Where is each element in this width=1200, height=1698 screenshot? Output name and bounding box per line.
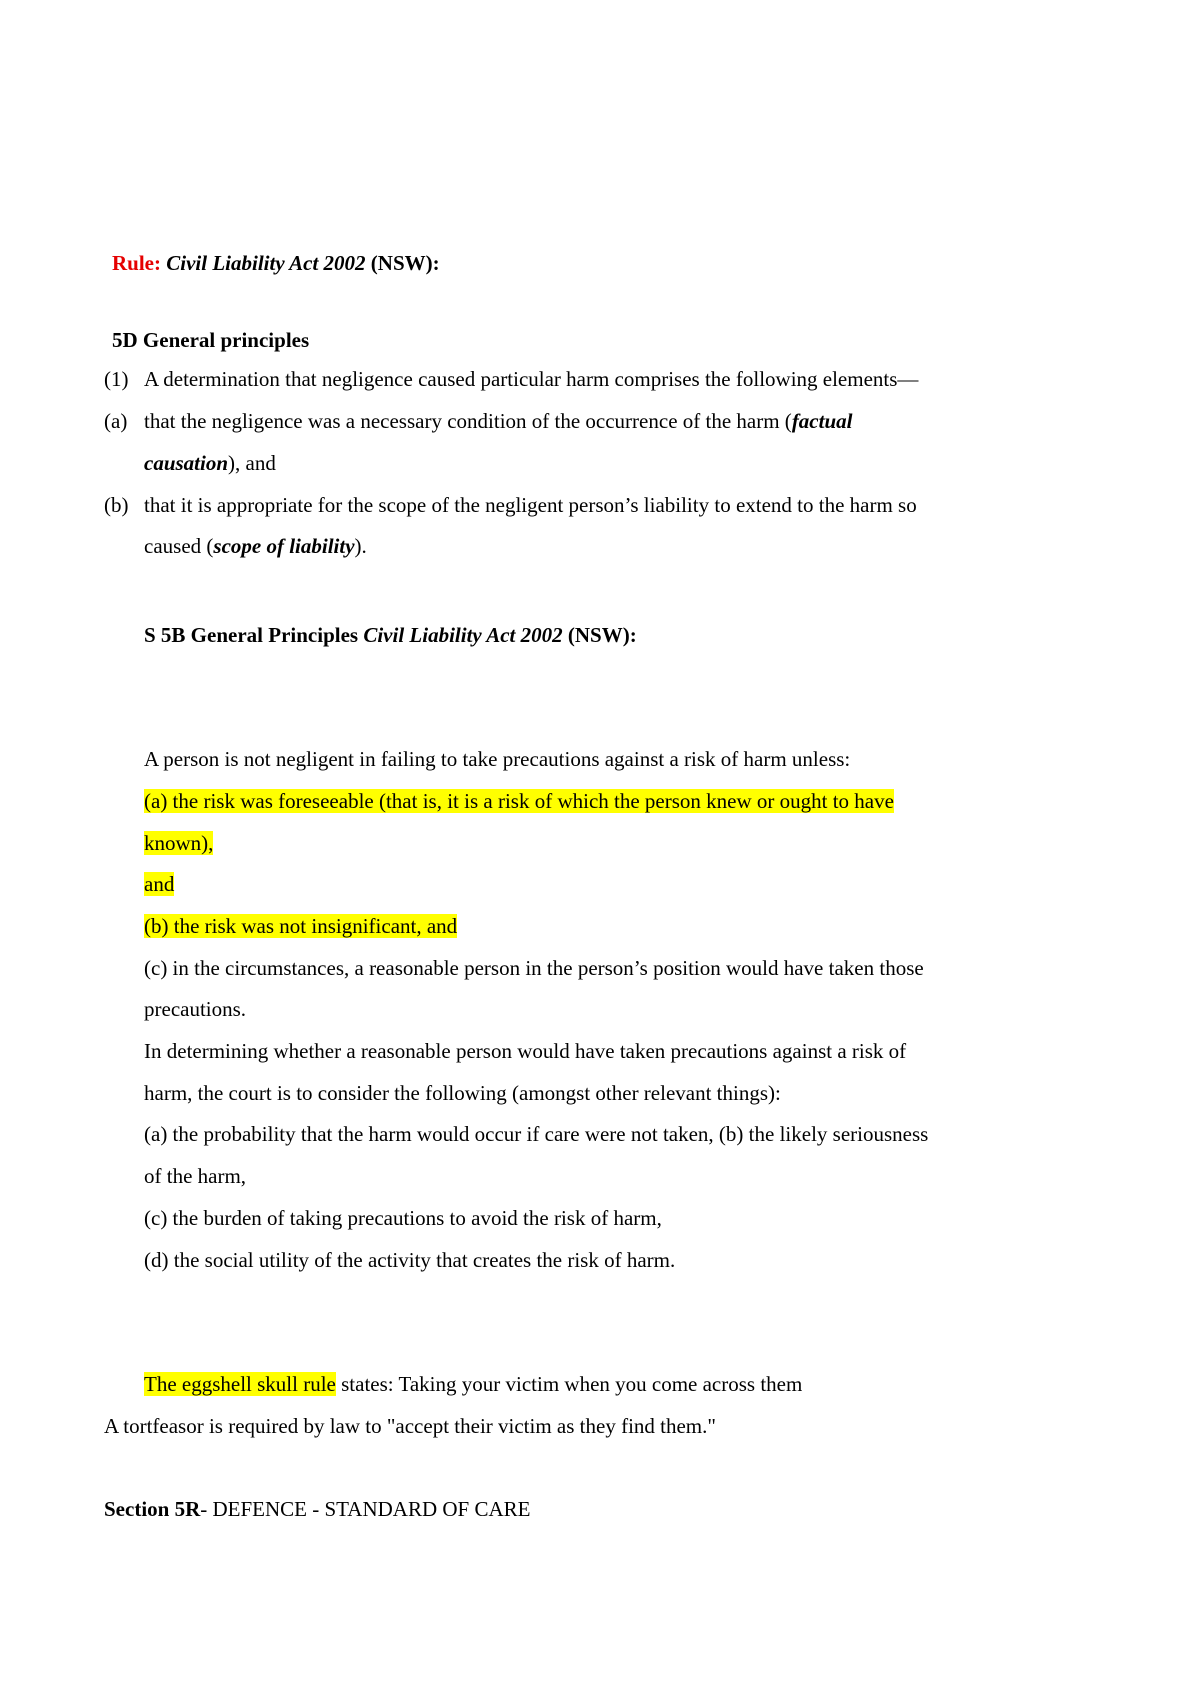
highlighted-text: and — [144, 872, 175, 896]
section-5d-item-a-cont — [144, 450, 276, 476]
defined-term: causation — [144, 451, 229, 475]
section-5d-item-a — [104, 408, 852, 434]
s5b-determining-line2: harm, the court is to consider the following (amongst other relevant things): — [144, 1081, 781, 1105]
item-text: A determination that negligence caused particular harm comprises the following elements— — [144, 367, 919, 391]
rule-jurisdiction: (NSW): — [370, 251, 440, 275]
defined-term: scope of liability — [213, 534, 355, 558]
highlighted-text: (a) the risk was foreseeable (that is, it is a risk of which the person knew or ought to have — [144, 789, 894, 813]
item-marker: (b) — [104, 493, 129, 517]
s5b-item-a-line2 — [144, 830, 213, 856]
highlighted-text: (b) the risk was not insignificant, and — [144, 914, 458, 938]
rule-heading — [112, 250, 440, 276]
s5b-item-b — [144, 913, 457, 939]
section-5r-label: Section 5R — [104, 1497, 201, 1521]
defined-term: factual — [791, 409, 853, 433]
section-5b-title: S 5B General Principles — [144, 623, 359, 647]
s5b-item-c-line2: precautions. — [144, 997, 247, 1021]
s5b-item-a-line1 — [144, 788, 894, 814]
item-text: ). — [354, 534, 367, 558]
highlighted-text: known), — [144, 831, 214, 855]
rule-label: Rule: — [112, 251, 161, 275]
s5b-and — [144, 871, 174, 897]
item-text: that the negligence was a necessary condition of the occurrence of the harm ( — [144, 409, 792, 433]
eggshell-rule-explanation: A tortfeasor is required by law to "accept their victim as they find them." — [104, 1414, 716, 1438]
section-5d-item-b-cont — [144, 533, 367, 559]
s5b-factor-c: (c) the burden of taking precautions to avoid the risk of harm, — [144, 1206, 662, 1230]
item-text: that it is appropriate for the scope of the negligent person’s liability to extend to the harm so — [144, 493, 917, 517]
section-5b-jurisdiction: (NSW): — [567, 623, 637, 647]
eggshell-rule-line — [144, 1371, 802, 1397]
s5b-determining-line1: In determining whether a reasonable person would have taken precautions against a risk of — [144, 1039, 907, 1063]
item-marker: (1) — [104, 367, 129, 391]
s5b-intro: A person is not negligent in failing to take precautions against a risk of harm unless: — [144, 747, 851, 771]
section-5r-heading — [104, 1496, 531, 1522]
eggshell-rule-text: states: Taking your victim when you come across them — [335, 1372, 803, 1396]
item-text: ), and — [228, 451, 276, 475]
s5b-factor-ab-line1: (a) the probability that the harm would occur if care were not taken, (b) the likely seriousness — [144, 1122, 929, 1146]
section-5d-item-1 — [104, 366, 918, 392]
s5b-item-c-line1: (c) in the circumstances, a reasonable person in the person’s position would have taken those — [144, 956, 924, 980]
item-text: caused ( — [144, 534, 214, 558]
s5b-factor-d: (d) the social utility of the activity that creates the risk of harm. — [144, 1248, 676, 1272]
section-5b-act-title: Civil Liability Act 2002 — [363, 623, 563, 647]
rule-act-title: Civil Liability Act 2002 — [166, 251, 366, 275]
section-5b-heading — [144, 622, 637, 648]
section-5r-text: - DEFENCE - STANDARD OF CARE — [200, 1497, 531, 1521]
section-5d-item-b — [104, 492, 917, 518]
item-marker: (a) — [104, 409, 128, 433]
s5b-factor-ab-line2: of the harm, — [144, 1164, 247, 1188]
section-5d-heading: 5D General principles — [112, 328, 310, 352]
eggshell-rule-term: The eggshell skull rule — [144, 1372, 336, 1396]
